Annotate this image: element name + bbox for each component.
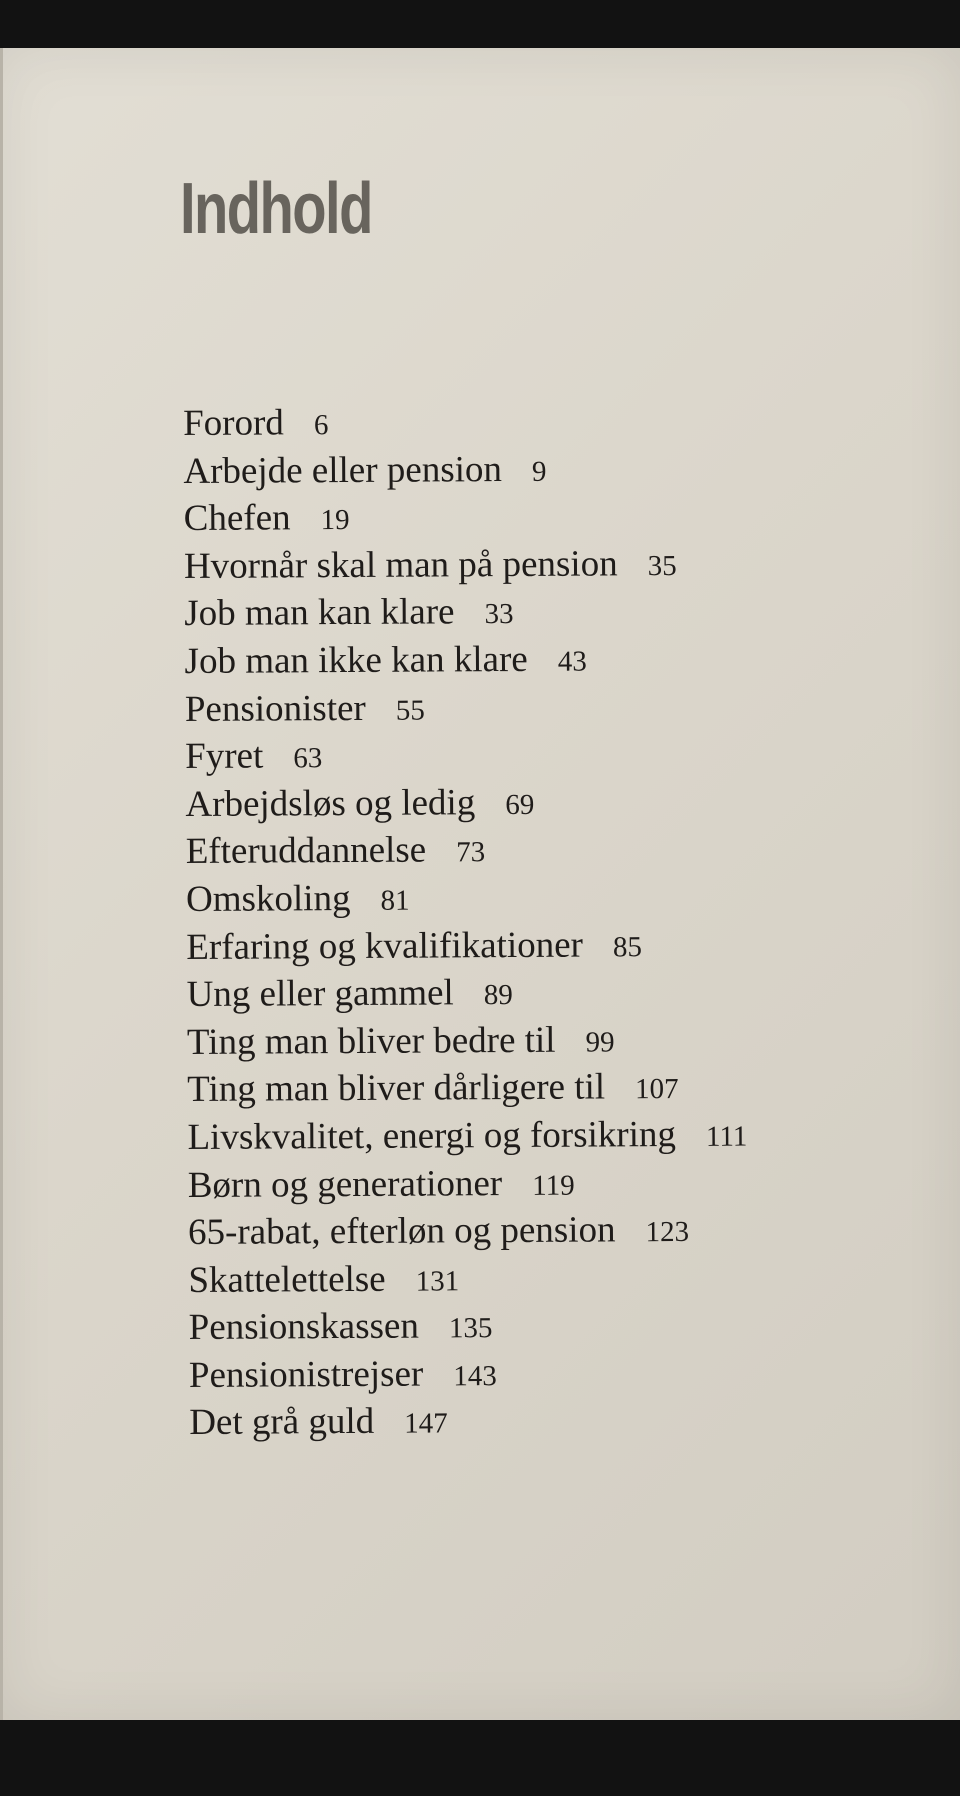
toc-entry — [187, 1014, 887, 1066]
toc-entry-page: 123 — [645, 1216, 690, 1249]
toc-entry — [183, 396, 883, 448]
toc-entry-page: 85 — [612, 930, 643, 963]
toc-entry-page: 107 — [635, 1073, 679, 1106]
toc-entry-label: Pensionistrejser — [188, 1353, 424, 1396]
toc-entry-label: Efteruddannelse — [185, 829, 427, 873]
toc-entry-page: 55 — [395, 694, 425, 727]
toc-entry — [184, 634, 884, 686]
toc-entry-page: 63 — [293, 742, 323, 775]
toc-entry-page: 73 — [456, 836, 486, 869]
toc-entry-label: Job man kan klare — [184, 591, 455, 635]
toc-entry-page: 6 — [313, 409, 329, 442]
toc-entry-label: Ting man bliver bedre til — [186, 1019, 556, 1063]
toc-entry — [187, 1110, 887, 1162]
toc-entry-label: Børn og generationer — [187, 1162, 503, 1206]
toc-entry-page: 43 — [557, 645, 587, 678]
toc-entry-page: 143 — [453, 1359, 497, 1393]
toc-entry — [185, 681, 885, 733]
toc-entry-page: 35 — [647, 549, 677, 582]
toc-entry-page: 81 — [380, 884, 410, 917]
toc-entry — [188, 1205, 888, 1257]
toc-entry — [189, 1395, 889, 1447]
toc-entry-page: 119 — [532, 1169, 575, 1202]
toc-entry-label: Hvornår skal man på pension — [183, 543, 618, 587]
toc-entry-page: 19 — [320, 504, 350, 537]
page-edge — [0, 48, 3, 1720]
toc-entry-page: 69 — [505, 788, 535, 821]
toc-entry-label: Job man ikke kan klare — [184, 638, 528, 682]
toc-entry — [183, 443, 883, 495]
toc-entry-page: 131 — [415, 1265, 460, 1298]
toc-entry-page: 111 — [705, 1120, 748, 1153]
toc-entry — [188, 1157, 888, 1209]
toc-entry-page: 135 — [448, 1312, 493, 1345]
toc-entry — [189, 1348, 889, 1400]
toc-entry-page: 9 — [531, 455, 547, 488]
table-of-contents — [183, 396, 889, 1447]
toc-entry-label: Arbejde eller pension — [183, 448, 503, 492]
page-title: Indhold — [180, 169, 372, 249]
toc-entry — [186, 872, 886, 924]
toc-entry — [185, 776, 885, 828]
toc-entry — [184, 491, 884, 543]
toc-entry-label: Pensionskassen — [188, 1305, 420, 1349]
toc-entry — [186, 967, 886, 1019]
toc-entry-page: 147 — [404, 1407, 448, 1441]
toc-entry-label: Erfaring og kvalifikationer — [186, 924, 584, 968]
toc-entry-page: 33 — [484, 598, 514, 631]
toc-entry-label: Det grå guld — [189, 1401, 375, 1444]
toc-entry-label: 65-rabat, efterløn og pension — [187, 1209, 616, 1254]
toc-entry-label: Ting man bliver dårligere til — [187, 1066, 606, 1111]
toc-entry — [187, 1062, 887, 1114]
toc-entry — [189, 1300, 889, 1352]
toc-entry — [185, 729, 885, 781]
toc-entry-label: Skattelettelse — [188, 1258, 386, 1301]
toc-entry — [184, 539, 884, 591]
toc-entry-page: 99 — [585, 1026, 615, 1059]
toc-entry-label: Arbejdsløs og ledig — [185, 781, 476, 825]
toc-entry-label: Forord — [183, 402, 285, 444]
toc-entry-label: Pensionister — [184, 687, 366, 730]
toc-entry-label: Fyret — [185, 735, 264, 778]
toc-entry-label: Ung eller gammel — [186, 972, 454, 1016]
toc-entry — [186, 824, 886, 876]
toc-entry — [186, 919, 886, 971]
toc-entry-label: Omskoling — [185, 877, 351, 920]
toc-entry — [188, 1252, 888, 1304]
toc-entry-page: 89 — [483, 979, 513, 1012]
toc-entry-label: Chefen — [183, 497, 291, 540]
toc-entry-label: Livskvalitet, energi og forsikring — [187, 1113, 677, 1158]
toc-entry — [184, 586, 884, 638]
